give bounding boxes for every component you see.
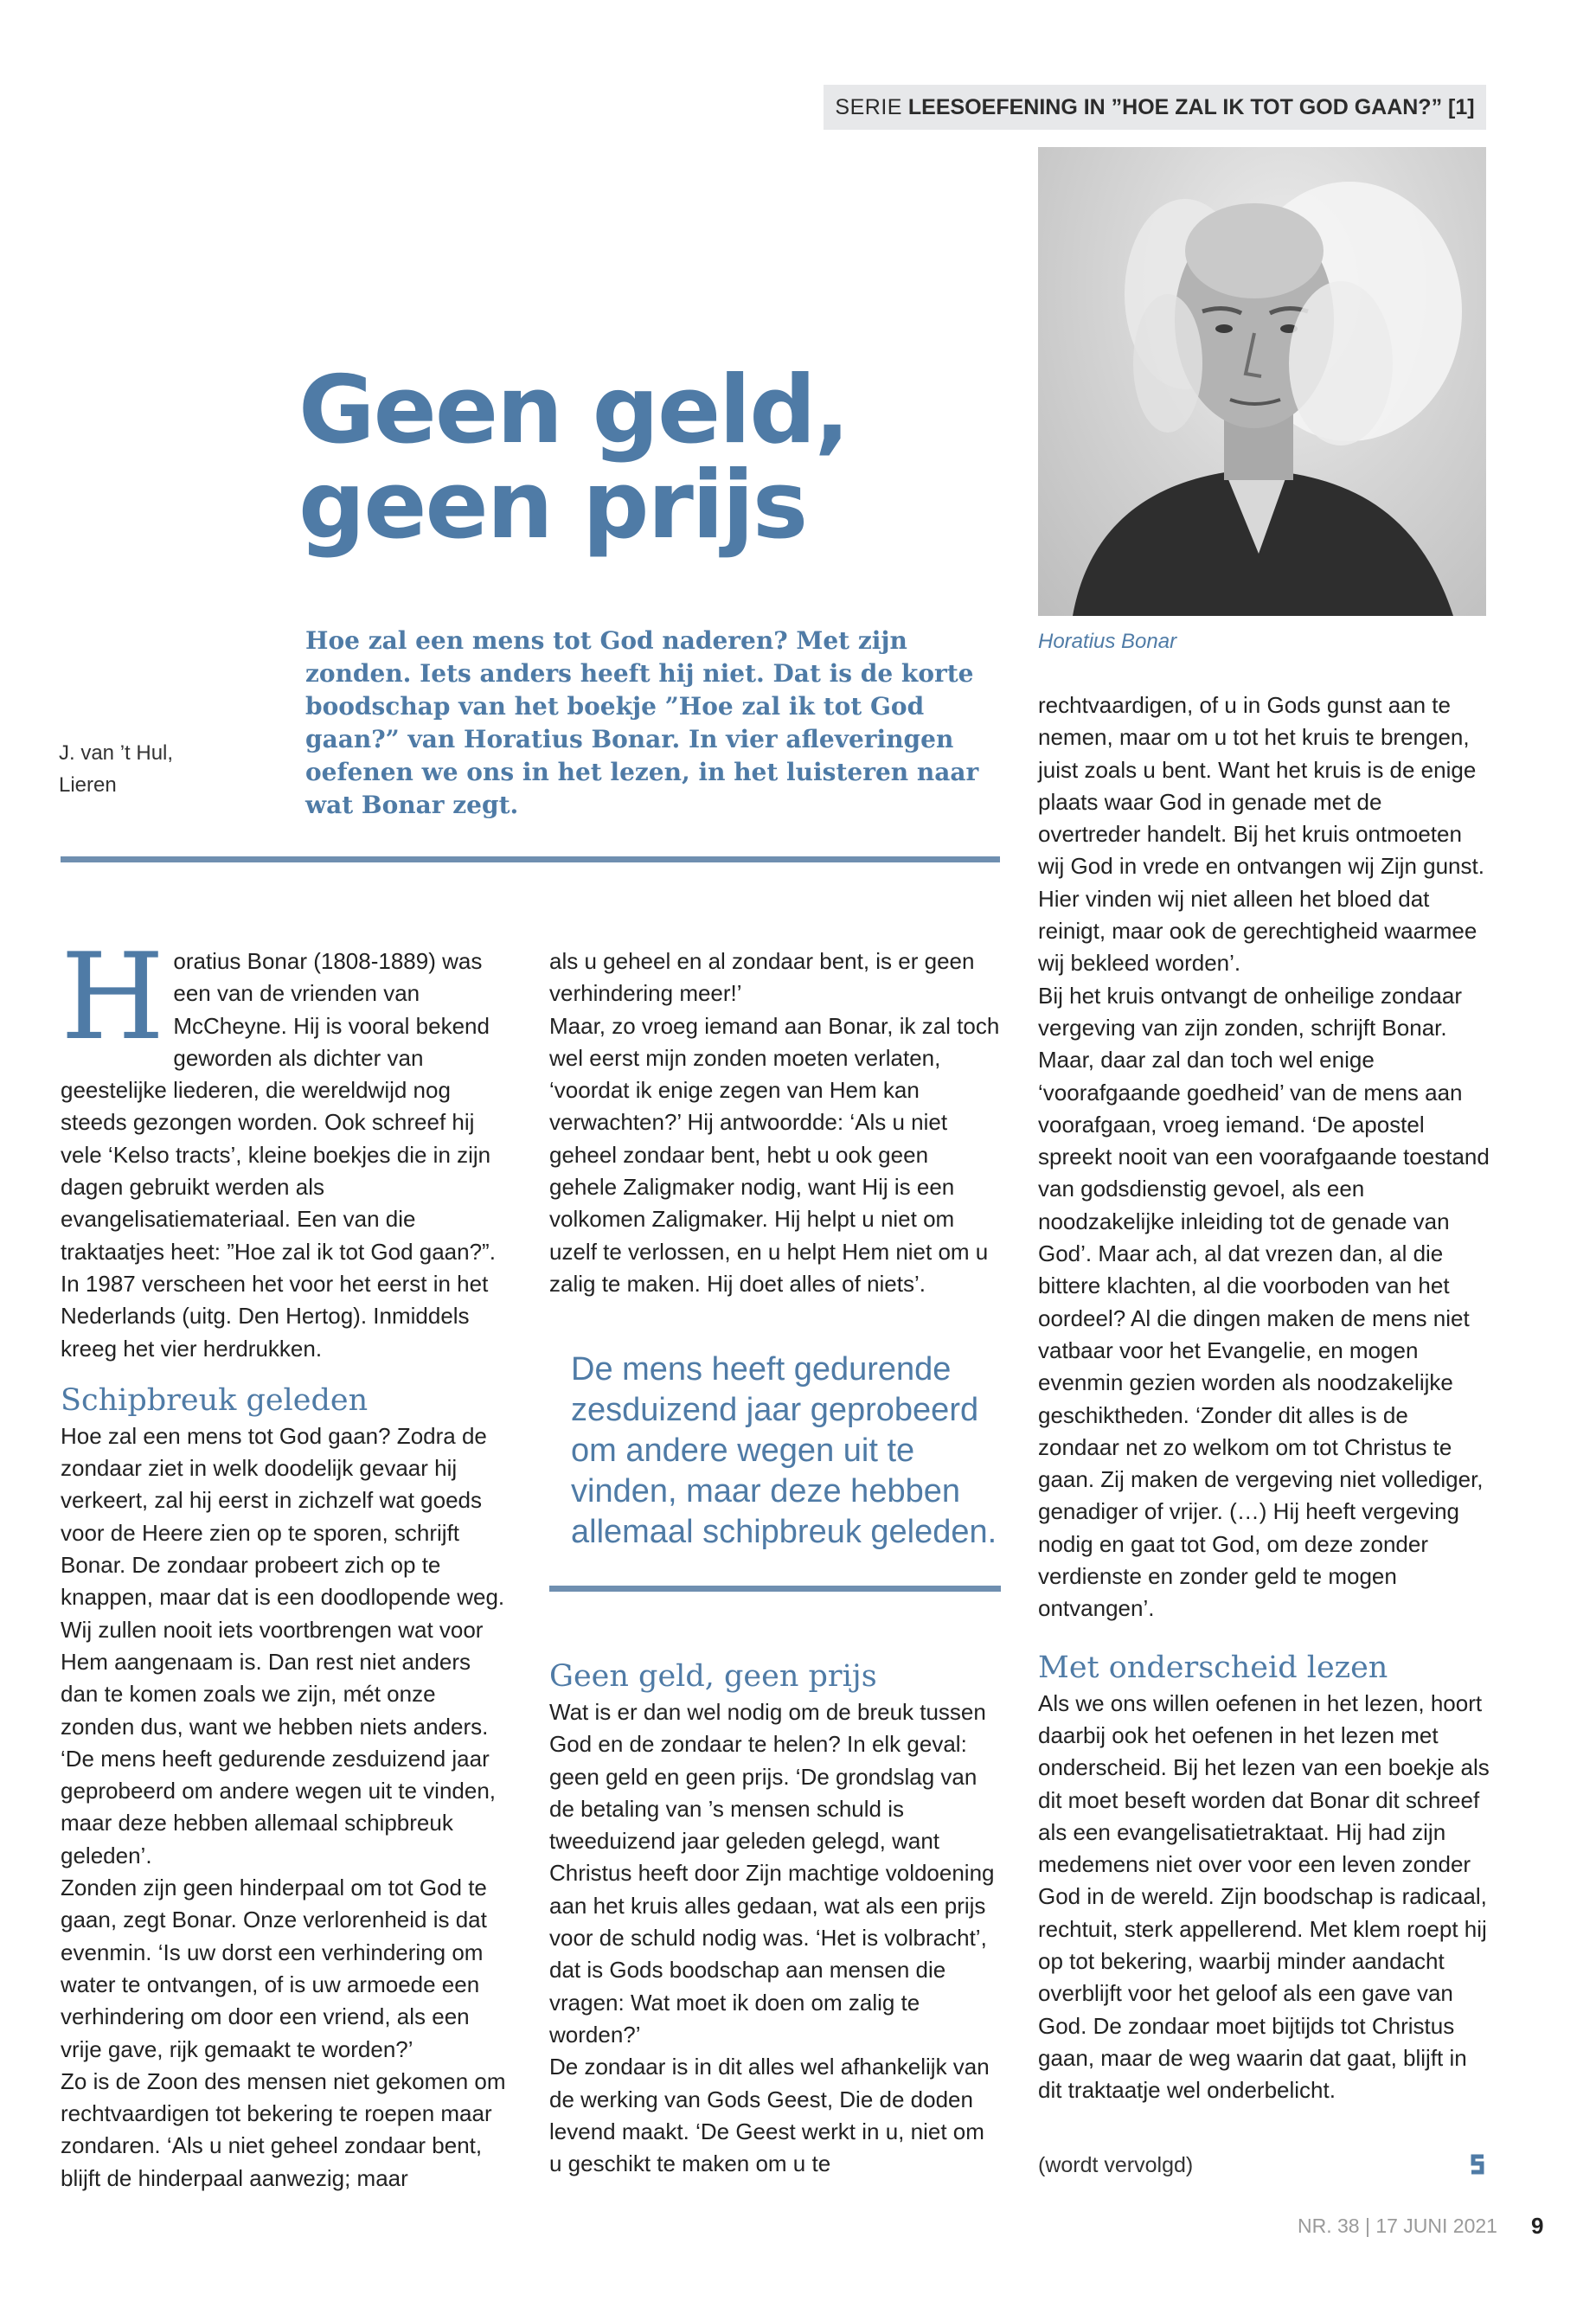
author-name: J. van ’t Hul, (59, 741, 174, 765)
portrait-illustration (1038, 147, 1486, 616)
paragraph: Als we ons willen oefenen in het lezen, hoort daarbij ook het oefenen in het lezen met onderscheid. Bij het lezen van een boekje als dit moet beseft worden dat Bonar dit schreef als een evangelisatietraktaat. Hij had zijn medemens niet over voor een leven zonder God in de wereld. Zijn boodschap is radicaal, rechtuit, sterk appellerend. Met klem roept hij op tot bekering, waarbij minder aandacht overblijft voor het geloof als een gave van God. De zondaar moet bijtijds tot Christus gaan, maar de weg waarin dat gaat, blijft in dit traktaatje wel onderbelicht. (1038, 1689, 1490, 2104)
paragraph: Bij het kruis ontvangt de onheilige zondaar vergeving van zijn zonden, schrijft Bonar. Maar, daar zal dan toch wel enige ‘voorafgaande goedheid’ van de mens aan voorafgaan, vroeg iemand. ‘De apostel spreekt nooit van een voorafgaande toestand van godsdienstig gevoel, als een noodzakelijke inleiding tot de genade van God’. Maar ach, al dat vrezen dan, al die bittere klachten, al die voorboden van het oordeel? Al die dingen maken de mens niet vatbaar voor het Evangelie, en mogen evenmin gezien worden als noodzakelijke geschiktheden. ‘Zonder dit alles is de zondaar net zo welkom om tot Christus te gaan. Zij maken de vergeving niet vollediger, genadiger of vrijer. (…) Hij heeft vergeving nodig en gaat tot God, om deze zonder verdienste en zonder geld te mogen ontvangen’. (1038, 982, 1490, 1622)
issue-info: NR. 38 | 17 JUNI 2021 (1298, 2214, 1497, 2237)
paragraph-text: oratius Bonar (1808-1889) was een van de vrienden van McCheyne. Hij is vooral bekend geworden als dichter van geestelijke liederen, die wereldwijd nog steeds gezongen worden. Ook schreef hij vele ‘Kelso tracts’, kleine boekjes die in zijn dagen gebruikt werden als evangelisatiemateriaal. Een van die traktaatjes heet: ”Hoe zal ik tot God gaan?”. In 1987 verscheen het voor het eerst in het Nederlands (uitg. Den Hertog). Inmiddels kreeg het vier herdrukken. (61, 948, 496, 1362)
continued-note: (wordt vervolgd) (1038, 2153, 1194, 2177)
series-title: LEESOEFENING IN ”HOE ZAL IK TOT GOD GAAN?” [1] (907, 95, 1475, 119)
column-2-bottom (549, 1657, 1001, 2180)
paragraph: Zo is de Zoon des mensen niet gekomen om rechtvaardigen tot bekering te roepen maar zondaren. ‘Als u niet geheel zondaar bent, blijft de hinderpaal aanwezig; maar (61, 2067, 506, 2191)
series-banner (824, 85, 1486, 130)
author-byline (59, 737, 232, 801)
article-title (298, 356, 990, 560)
author-place: Lieren (59, 773, 117, 797)
column-1 (61, 927, 510, 2195)
subheading-schipbreuk: Schipbreuk geleden (61, 1382, 369, 1418)
article-intro: Hoe zal een mens tot God naderen? Met zijn zonden. Iets anders heeft hij niet. Dat is de korte boodschap van het boekje ”Hoe zal ik tot God gaan?” van Horatius Bonar. In vier afleveringen oefenen we ons in het lezen, in het luisteren naar wat Bonar zegt. (305, 626, 979, 819)
column-2-top (549, 945, 1001, 1300)
article-title-line2: geen prijs (298, 452, 807, 560)
paragraph: als u geheel en al zondaar bent, is er geen verhindering meer!’ (549, 948, 975, 1007)
paragraph: Maar, zo vroeg iemand aan Bonar, ik zal toch wel eerst mijn zonden moeten verlaten, ‘voordat ik enige zegen van Hem kan verwachten?’ Hij antwoordde: ‘Als u niet geheel zondaar bent, hebt u ook geen gehele Zaligmaker nodig, want Hij is een volkomen Zaligmaker. Hij helpt u niet om uzelf te verlossen, en u helpt Hem niet om u zalig te maken. Hij doet alles of niets’. (549, 1012, 1000, 1297)
paragraph (61, 927, 510, 1365)
drop-cap: H (61, 927, 165, 1067)
page-number: 9 (1531, 2213, 1544, 2239)
paragraph: Wat is er dan wel nodig om de breuk tussen God en de zondaar te helen? In elk geval: geen geld en geen prijs. ‘De grondslag van de betaling van ’s mensen schuld is tweeduizend jaar geleden gelegd, want Christus heeft door Zijn machtige voldoening aan het kruis alles gedaan, wat als een prijs voor de schuld nodig was. ‘Het is volbracht’, dat is Gods boodschap aan mensen die vragen: Wat moet ik doen om zalig te worden?’ (549, 1699, 995, 2048)
portrait-photo (1038, 147, 1486, 616)
article-title-line1: Geen geld, (298, 356, 849, 465)
paragraph: Hoe zal een mens tot God gaan? Zodra de zondaar ziet in welk doodelijk gevaar hij verkeert, zal hij eerst in zichzelf wat goeds voor de Heere zien op te sporen, schrijft Bonar. De zondaar probeert zich op te knappen, maar dat is een doodlopende weg. Wij zullen nooit iets voortbrengen wat voor Hem aangenaam is. Dan rest niet anders dan te komen zoals we zijn, mét onze zonden dus, want we hebben niets anders. ‘De mens heeft gedurende zesduizend jaar geprobeerd om andere wegen uit te vinden, maar deze hebben allemaal schipbreuk geleden’. (61, 1422, 505, 1868)
subheading-geen-geld: Geen geld, geen prijs (549, 1659, 877, 1694)
paragraph: De zondaar is in dit alles wel afhankelijk van de werking van Gods Geest, Die de doden levend maakt. ‘De Geest werkt in u, niet om u geschikt te maken om u te (549, 2054, 990, 2177)
pull-quote-rule (549, 1586, 1001, 1592)
column-3 (1038, 689, 1490, 2106)
paragraph: Zonden zijn geen hinderpaal om tot God te gaan, zegt Bonar. Onze verlorenheid is dat evenmin. ‘Is uw dorst een verhindering om water te ontvangen, of is uw armoede een verhindering om door een vriend, als een vrije gave, rijk gemaakt te worden?’ (61, 1875, 487, 2062)
end-of-article-icon (1468, 2153, 1487, 2176)
portrait-caption: Horatius Bonar (1038, 630, 1177, 653)
pull-quote: De mens heeft gedurende zesduizend jaar geprobeerd om andere wegen uit te vinden, maar deze hebben allemaal schipbreuk geleden. (571, 1351, 997, 1550)
divider-rule (61, 856, 1000, 862)
subheading-onderscheid: Met onderscheid lezen (1038, 1650, 1388, 1685)
paragraph: rechtvaardigen, of u in Gods gunst aan te nemen, maar om u tot het kruis te brengen, juist zoals u bent. Want het kruis is de enige plaats waar God in genade met de overtreder handelt. Bij het kruis ontmoeten wij God in vrede en ontvangen wij Zijn gunst. Hier vinden wij niet alleen het bloed dat reinigt, maar ook de gerechtigheid waarmee wij bekleed worden’. (1038, 692, 1484, 977)
series-label: SERIE (835, 95, 902, 119)
